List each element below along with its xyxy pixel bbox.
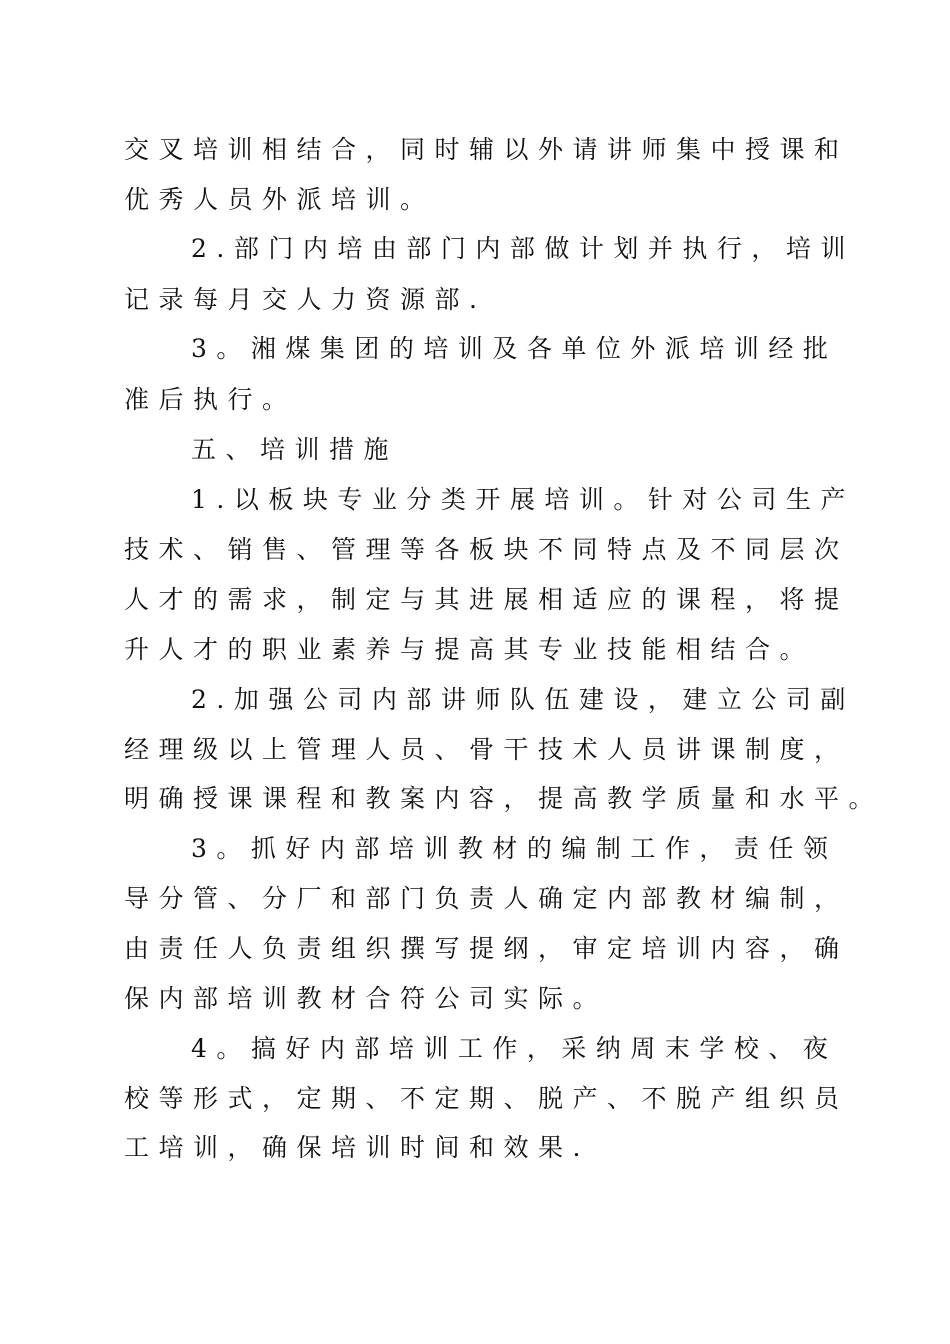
section-heading: 五、培训措施 <box>191 435 399 464</box>
text-line: 3。湘煤集团的培训及各单位外派培训经批 <box>191 334 838 363</box>
text-line: 优秀人员外派培训。 <box>124 185 435 214</box>
text-line: 交叉培训相结合，同时辅以外请讲师集中授课和 <box>124 135 849 164</box>
text-line: 导分管、分厂和部门负责人确定内部教材编制， <box>124 884 849 913</box>
text-line: 升人才的职业素养与提高其专业技能相结合。 <box>124 635 815 664</box>
text-line: 4。搞好内部培训工作，采纳周末学校、夜 <box>191 1034 838 1063</box>
text-line: 2.部门内培由部门内部做计划并执行，培训 <box>191 234 855 263</box>
text-line: 记录每月交人力资源部. <box>124 285 487 314</box>
text-line: 准后执行。 <box>124 385 297 414</box>
text-line: 2.加强公司内部讲师队伍建设，建立公司副 <box>191 685 855 714</box>
text-line: 工培训，确保培训时间和效果. <box>124 1133 590 1162</box>
text-line: 保内部培训教材合符公司实际。 <box>124 984 608 1013</box>
text-line: 1.以板块专业分类开展培训。针对公司生产 <box>191 485 855 514</box>
text-line: 由责任人负责组织撰写提纲，审定培训内容，确 <box>124 934 849 963</box>
text-line: 3。抓好内部培训教材的编制工作，责任领 <box>191 834 838 863</box>
text-line: 校等形式，定期、不定期、脱产、不脱产组织员 <box>124 1084 849 1113</box>
text-line: 人才的需求，制定与其进展相适应的课程，将提 <box>124 585 849 614</box>
text-line: 技术、销售、管理等各板块不同特点及不同层次 <box>124 535 849 564</box>
text-line: 经理级以上管理人员、骨干技术人员讲课制度， <box>124 735 849 764</box>
text-line: 明确授课课程和教案内容，提高教学质量和水平。 <box>124 784 884 813</box>
